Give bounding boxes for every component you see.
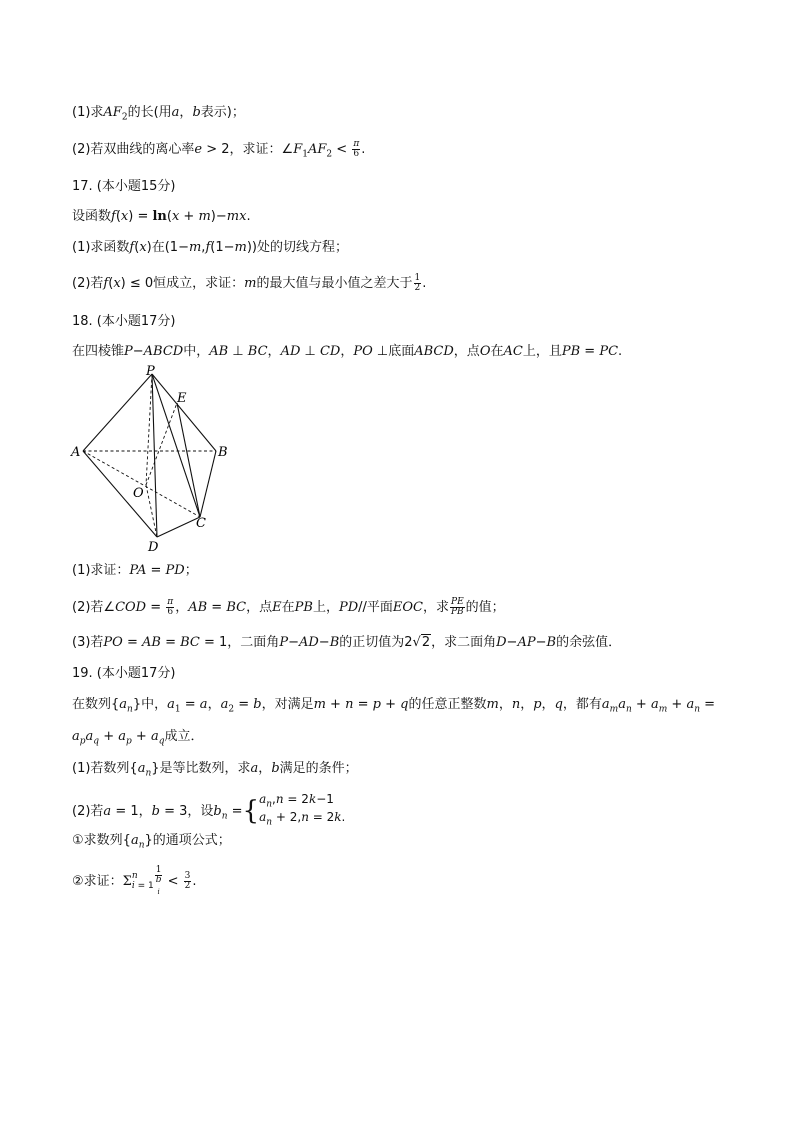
edge-PA [83, 374, 152, 451]
q18-stem: 在四棱锥P−ABCD中，AB ⊥ BC，AD ⊥ CD，PO ⊥底面ABCD，点O在AC上，且PB = PC. [72, 344, 623, 359]
pyramid-figure [70, 362, 240, 562]
fraction-3-2: $\frac{3}{2}$ [184, 870, 191, 891]
q18-part3: (3)若PO = AB = BC = 1，二面角P−AD−B的正切值为2√2，求二面角D−AP−B的余弦值． [72, 635, 622, 650]
q17-heading: 17. (本小题15分) [72, 179, 176, 194]
fraction-pi-6b: $\frac{\pi}{6}$ [167, 597, 174, 617]
edge-DC [157, 517, 200, 537]
edge-CB [200, 451, 216, 517]
label-C: C [196, 516, 206, 531]
q16-part1: (1)求$AF_2$的长(用a，b表示)； [72, 105, 245, 123]
q18-heading: 18. (本小题17分) [72, 314, 176, 329]
edge-AC [83, 451, 200, 517]
q18-part1: (1)求证：PA = PD； [72, 563, 198, 578]
fraction-1-bi: 1 b $_i$ [155, 865, 162, 896]
label-D: D [148, 540, 159, 555]
edge-OE [146, 403, 177, 485]
q16-part2: (2)若双曲线的离心率e > 2，求证：$\angle F_1AF_2$ < $\frac{\pi}{6}$ . [72, 139, 366, 160]
label-A: A [71, 445, 81, 460]
edge-PC [152, 374, 200, 517]
q17-part1: (1)求函数f(x)在(1−m,f(1−m))处的切线方程； [72, 240, 348, 255]
label-E: E [177, 391, 187, 406]
q19-part2a: ①求数列$\{a_n\}$的通项公式； [72, 833, 231, 851]
q19-stem-line2: $a_pa_q + a_p + a_q$成立． [72, 729, 204, 747]
edge-AD [83, 451, 157, 537]
q19-heading: 19. (本小题17分) [72, 666, 176, 681]
q17-part2: (2)若f(x) ≤ 0恒成立，求证：m的最大值与最小值之差大于 $\frac{1}{2}$ . [72, 273, 427, 293]
q19-part1: (1)若数列$\{a_n\}$是等比数列，求a，b满足的条件； [72, 761, 358, 779]
fraction-PE-PB: $\frac{PE}{PB}$ [451, 597, 464, 617]
q19-stem-line1: 在数列$\{a_n\}$中，$a_1 = a$，$a_2 = b$，对满足m + n = p + q的任意正整数m，n，p，q，都有$a_ma_n + a_m + a_n$ = [72, 697, 716, 715]
edge-PO [146, 374, 152, 485]
fraction-1-2: $\frac{1}{2}$ [414, 273, 421, 293]
label-O: O [133, 486, 144, 501]
q19-part2: (2)若a = 1，b = 3，设$b_n$ ={ $a_n,n = 2k-1$ $a_n + 2,n = 2k$. [72, 792, 346, 828]
edge-PD [152, 374, 157, 537]
label-P: P [146, 364, 155, 379]
piecewise-cases: $a_n,n = 2k-1$ $a_n + 2,n = 2k$. [259, 792, 346, 828]
fraction-pi-6: $\frac{\pi}{6}$ [353, 139, 360, 159]
q17-stem: 设函数f(x) = ln(x + m)−mx. [72, 209, 251, 224]
q18-part2: (2)若∠COD = $\frac{\pi}{6}$ ，AB = BC，点E在PB上，PD//平面EOC，求 $\frac{PE}{PB}$ 的值； [72, 597, 505, 617]
label-B: B [218, 445, 228, 460]
q19-part2b: ②求证：Σ n i = 1 1 b $_i$ < $\frac{3}{2}$ . [72, 865, 197, 896]
